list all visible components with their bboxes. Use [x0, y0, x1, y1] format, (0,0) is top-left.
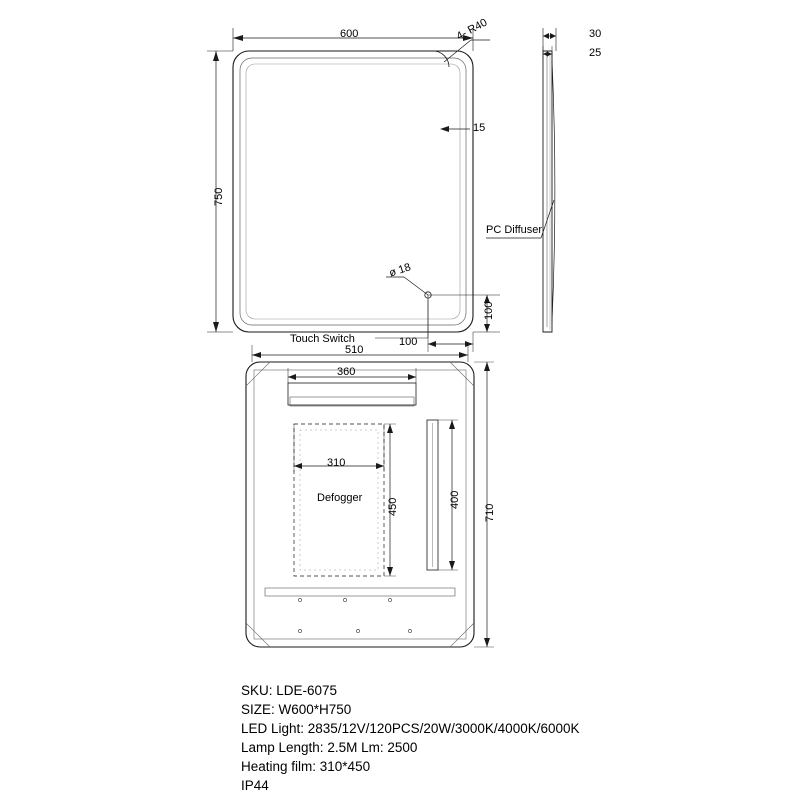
dim-label-strip-400: 400: [449, 490, 461, 509]
spec-line-size: SIZE: W600*H750: [241, 702, 352, 717]
spec-line-ip-rating: IP44: [241, 778, 269, 793]
dim-label-led-510: 510: [345, 344, 364, 356]
dim-depth-25: [543, 46, 552, 58]
label-touch-switch: Touch Switch: [290, 333, 355, 345]
spec-line-led: LED Light: 2835/12V/120PCS/20W/3000K/4000K/6000K: [241, 721, 580, 736]
label-pc-diffuser: PC Diffuser: [486, 224, 543, 236]
dim-label-corner-radius: 4- R40: [454, 16, 490, 43]
dim-label-height-750: 750: [213, 187, 225, 206]
side-view-profile: [543, 51, 555, 332]
spec-line-lamp: Lamp Length: 2.5M Lm: 2500: [241, 740, 418, 755]
spec-line-heating-film: Heating film: 310*450: [241, 759, 371, 774]
dim-label-depth-25: 25: [589, 47, 602, 59]
touch-switch-hole: [375, 277, 431, 338]
dim-label-depth-30: 30: [589, 28, 602, 40]
dim-label-hole-diameter: ø 18: [387, 261, 413, 280]
back-view-body: [246, 362, 474, 647]
dim-depth-30: [543, 28, 556, 51]
dim-label-width-600: 600: [340, 28, 359, 40]
dim-label-back-710: 710: [484, 503, 496, 522]
spec-line-sku: SKU: LDE-6075: [241, 683, 338, 698]
front-view-mirror: [233, 51, 473, 332]
dim-label-frame-15: 15: [473, 122, 486, 134]
label-defogger: Defogger: [317, 492, 363, 504]
dim-label-defogger-310: 310: [327, 457, 346, 469]
dim-label-touch-vertical-100: 100: [483, 301, 495, 320]
dim-label-defogger-top-360: 360: [337, 366, 356, 378]
dim-label-touch-horizontal-100: 100: [399, 336, 418, 348]
dim-label-defogger-450: 450: [387, 497, 399, 516]
front-frame-leader: [440, 126, 470, 132]
